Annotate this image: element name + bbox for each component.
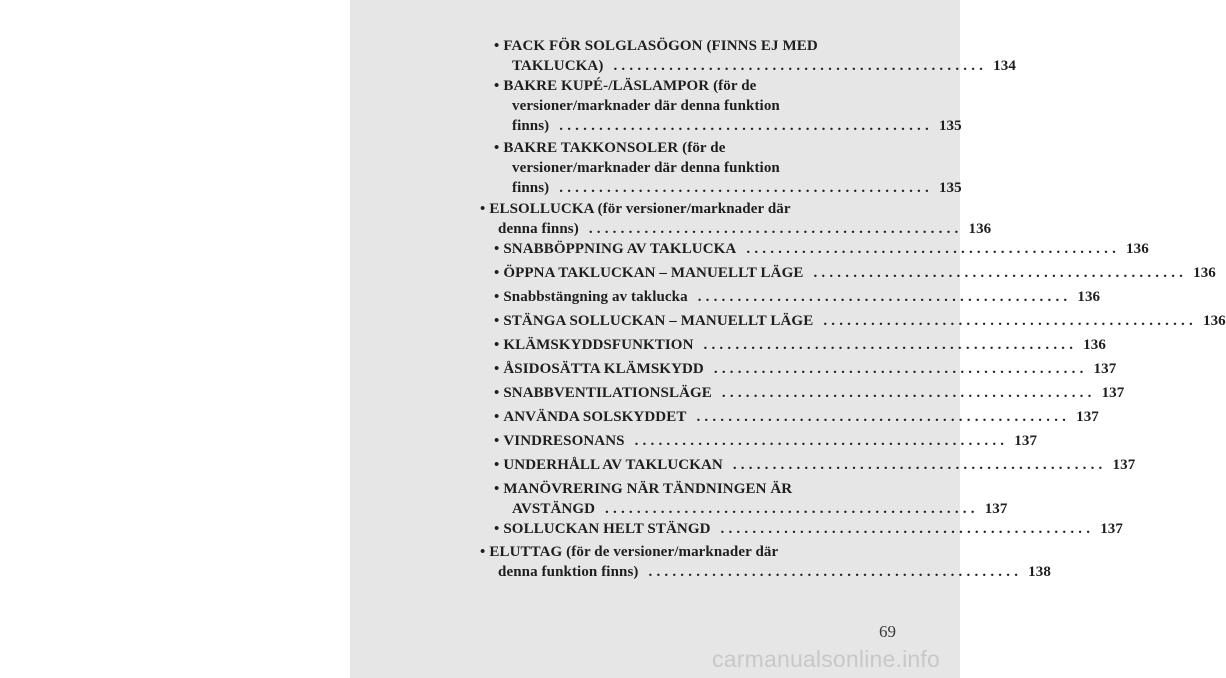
toc-entry-title: KLÄMSKYDDSFUNKTION xyxy=(503,337,694,353)
toc-entry-sunglasses-compartment[interactable] xyxy=(494,36,1016,76)
dot-leader: ............................................... xyxy=(813,265,1188,281)
toc-page-number: 136 xyxy=(968,221,992,237)
toc-entry-title-continued: versioner/marknader där denna funktion xyxy=(512,98,780,114)
toc-entry-sunroof-fully-closed[interactable] xyxy=(494,519,1123,539)
dot-leader: ............................................... xyxy=(703,337,1078,353)
left-margin xyxy=(0,0,350,678)
bullet-icon: • xyxy=(480,544,486,560)
toc-entry-title: SNABBÖPPNING AV TAKLUCKA xyxy=(503,241,737,257)
toc-page-number: 137 xyxy=(984,501,1008,517)
toc-entry-express-close[interactable] xyxy=(494,287,1101,307)
toc-entry-title: ANVÄNDA SOLSKYDDET xyxy=(503,409,687,425)
dot-leader: ............................................... xyxy=(648,564,1023,580)
toc-entry-title: ELSOLLUCKA (för versioner/marknader där xyxy=(489,201,791,217)
dot-leader: ............................................... xyxy=(605,501,979,517)
toc-entry-sunroof-maintenance[interactable] xyxy=(494,455,1136,475)
toc-entry-venting[interactable] xyxy=(494,383,1125,403)
bullet-icon: • xyxy=(494,140,500,156)
toc-page-number: 137 xyxy=(1100,521,1123,537)
toc-entry-title-continued: denna funktion finns) xyxy=(498,564,639,580)
toc-entry-title: ÖPPNA TAKLUCKAN – MANUELLT LÄGE xyxy=(503,265,804,281)
toc-entry-title: FACK FÖR SOLGLASÖGON (FINNS EJ MED xyxy=(503,38,818,54)
bullet-icon: • xyxy=(494,265,500,281)
bullet-icon: • xyxy=(494,313,500,329)
toc-entry-title: STÄNGA SOLLUCKAN – MANUELLT LÄGE xyxy=(503,313,814,329)
toc-entry-pinch-protect-override[interactable] xyxy=(494,359,1117,379)
toc-entry-title-continued: finns) xyxy=(512,180,550,196)
toc-entry-title: UNDERHÅLL AV TAKLUCKAN xyxy=(503,457,723,473)
toc-entry-wind-buffeting[interactable] xyxy=(494,431,1038,451)
toc-entry-title: BAKRE TAKKONSOLER (för de xyxy=(503,140,726,156)
dot-leader: ............................................... xyxy=(732,457,1107,473)
bullet-icon: • xyxy=(480,201,486,217)
manual-page xyxy=(350,0,1226,678)
bullet-icon: • xyxy=(494,521,500,537)
toc-entry-close-manual-mode[interactable] xyxy=(494,311,1226,331)
bullet-icon: • xyxy=(494,38,500,54)
toc-entry-sunshade[interactable] xyxy=(494,407,1099,427)
dot-leader: ............................................... xyxy=(697,289,1072,305)
toc-entry-pinch-protect[interactable] xyxy=(494,335,1106,355)
toc-entry-title: Snabbstängning av taklucka xyxy=(503,289,688,305)
dot-leader: ............................................... xyxy=(720,521,1095,537)
toc-entry-title-continued: finns) xyxy=(512,118,550,134)
bullet-icon: • xyxy=(494,78,500,94)
bullet-icon: • xyxy=(494,481,500,497)
toc-page-number: 136 xyxy=(1126,241,1149,257)
toc-entry-title: MANÖVRERING NÄR TÄNDNINGEN ÄR xyxy=(503,481,793,497)
dot-leader: ............................................... xyxy=(634,433,1009,449)
toc-entry-power-sunroof[interactable] xyxy=(480,199,992,239)
toc-entry-express-open[interactable] xyxy=(494,239,1149,259)
page-number: 69 xyxy=(879,622,896,641)
toc-page-number: 135 xyxy=(938,180,962,196)
dot-leader: ............................................... xyxy=(713,361,1088,377)
bullet-icon: • xyxy=(494,409,500,425)
toc-page-number: 137 xyxy=(1101,385,1125,401)
toc-page-number: 137 xyxy=(1014,433,1038,449)
dot-leader: ............................................... xyxy=(559,118,933,134)
dot-leader: ............................................... xyxy=(613,58,988,74)
toc-entry-title: ELUTTAG (för de versioner/marknader där xyxy=(489,544,779,560)
toc-page-number: 136 xyxy=(1083,337,1106,353)
toc-entry-title: SOLLUCKAN HELT STÄNGD xyxy=(503,521,711,537)
bullet-icon: • xyxy=(494,337,500,353)
bullet-icon: • xyxy=(494,433,500,449)
bullet-icon: • xyxy=(494,361,500,377)
toc-entry-title-continued: denna finns) xyxy=(498,221,579,237)
toc-page-number: 137 xyxy=(1076,409,1099,425)
bullet-icon: • xyxy=(494,385,500,401)
toc-page-number: 136 xyxy=(1202,313,1226,329)
toc-entry-title-continued: AVSTÄNGD xyxy=(512,501,596,517)
toc-entry-open-manual-mode[interactable] xyxy=(494,263,1216,283)
dot-leader: ............................................... xyxy=(588,221,963,237)
dot-leader: ............................................... xyxy=(823,313,1197,329)
bullet-icon: • xyxy=(494,241,500,257)
toc-entry-title: SNABBVENTILATIONSLÄGE xyxy=(503,385,712,401)
toc-entry-rear-roof-consoles[interactable] xyxy=(494,138,962,198)
watermark: carmanualsonline.info xyxy=(712,646,940,672)
toc-page-number: 136 xyxy=(1193,265,1216,281)
dot-leader: ............................................... xyxy=(721,385,1096,401)
toc-entry-ignition-off-operation[interactable] xyxy=(494,479,1008,519)
dot-leader: ............................................... xyxy=(746,241,1121,257)
toc-entry-power-outlet[interactable] xyxy=(480,542,1051,582)
toc-page-number: 137 xyxy=(1093,361,1117,377)
toc-page-number: 137 xyxy=(1112,457,1136,473)
bullet-icon: • xyxy=(494,457,500,473)
toc-entry-title: VINDRESONANS xyxy=(503,433,625,449)
bullet-icon: • xyxy=(494,289,500,305)
toc-page-number: 136 xyxy=(1077,289,1101,305)
toc-page-number: 138 xyxy=(1028,564,1051,580)
toc-entry-rear-reading-lamps[interactable] xyxy=(494,76,962,136)
toc-entry-title-continued: TAKLUCKA) xyxy=(512,58,604,74)
dot-leader: ............................................... xyxy=(696,409,1071,425)
toc-entry-title: ÅSIDOSÄTTA KLÄMSKYDD xyxy=(503,361,704,377)
table-of-contents xyxy=(350,0,1226,678)
toc-entry-title-continued: versioner/marknader där denna funktion xyxy=(512,160,780,176)
toc-entry-title: BAKRE KUPÉ-/LÄSLAMPOR (för de xyxy=(503,78,757,94)
dot-leader: ............................................... xyxy=(559,180,933,196)
toc-page-number: 135 xyxy=(938,118,962,134)
toc-page-number: 134 xyxy=(993,58,1016,74)
